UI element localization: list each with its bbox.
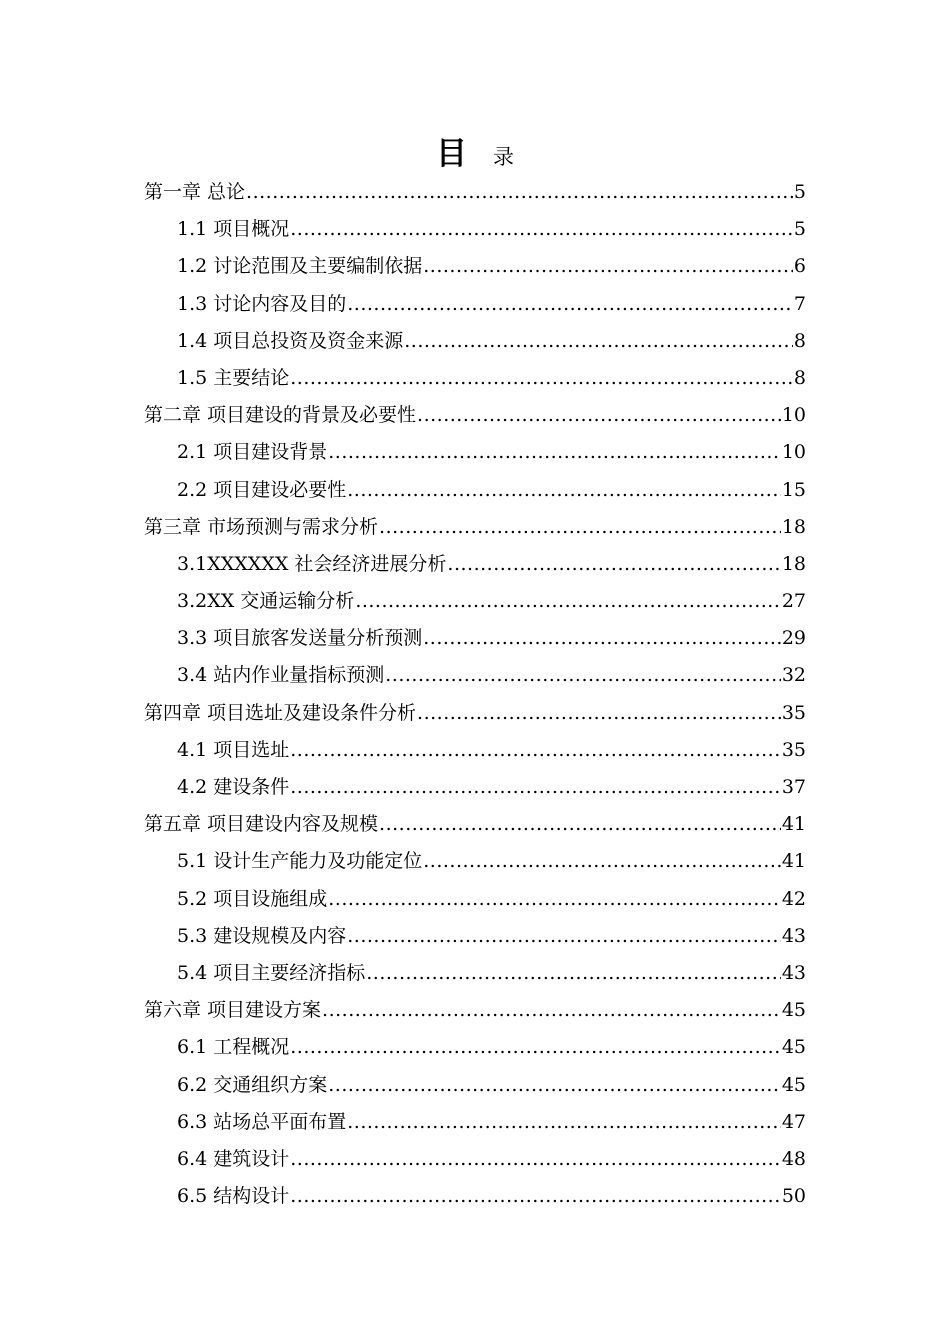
toc-entry-label: 3.3 项目旅客发送量分析预测 [177,627,423,650]
toc-section-entry[interactable] [144,583,806,620]
toc-entry-page-number: 6 [793,255,806,278]
toc-chapter-entry[interactable] [144,174,806,211]
toc-entry-label: 3.2XX 交通运输分析 [177,590,355,613]
toc-entry-label: 6.4 建筑设计 [177,1147,290,1170]
table-of-contents [144,174,806,1215]
toc-title-part2: 录 [493,145,514,169]
toc-section-entry[interactable] [144,286,806,323]
toc-title-part1: 目 [436,136,467,172]
toc-dot-leader [347,1104,781,1141]
toc-section-entry[interactable] [144,769,806,806]
toc-entry-label: 4.1 项目选址 [177,738,290,761]
toc-entry-label: 1.2 讨论范围及主要编制依据 [177,255,423,278]
toc-dot-leader [328,434,781,471]
toc-dot-leader [366,955,781,992]
toc-entry-page-number: 43 [781,961,806,984]
toc-entry-label: 5.4 项目主要经济指标 [177,961,366,984]
toc-dot-leader [423,248,793,285]
toc-entry-label: 6.2 交通组织方案 [177,1073,328,1096]
toc-section-entry[interactable] [144,732,806,769]
toc-entry-page-number: 8 [793,366,806,389]
toc-dot-leader [290,1141,781,1178]
toc-dot-leader [290,732,781,769]
toc-section-entry[interactable] [144,248,806,285]
toc-entry-label: 第二章 项目建设的背景及必要性 [144,404,417,427]
toc-section-entry[interactable] [144,211,806,248]
toc-dot-leader [417,695,781,732]
toc-section-entry[interactable] [144,1104,806,1141]
toc-dot-leader [423,843,781,880]
toc-entry-label: 第一章 总论 [144,181,246,203]
toc-entry-label: 第六章 项目建设方案 [144,999,322,1022]
toc-section-entry[interactable] [144,360,806,397]
toc-dot-leader [355,583,781,620]
toc-entry-page-number: 32 [781,664,806,687]
toc-entry-page-number: 7 [793,292,806,315]
toc-dot-leader [290,360,793,397]
toc-entry-page-number: 50 [781,1185,806,1208]
toc-chapter-entry[interactable] [144,509,806,546]
toc-dot-leader [290,211,793,248]
toc-chapter-entry[interactable] [144,992,806,1029]
toc-dot-leader [347,472,781,509]
toc-section-entry[interactable] [144,657,806,694]
toc-title [0,134,950,177]
toc-dot-leader [385,657,781,694]
toc-entry-page-number: 45 [781,1073,806,1096]
toc-entry-page-number: 35 [781,738,806,761]
toc-entry-label: 2.1 项目建设背景 [177,441,328,464]
toc-entry-label: 5.3 建设规模及内容 [177,924,347,947]
toc-entry-page-number: 45 [781,999,806,1022]
toc-section-entry[interactable] [144,1141,806,1178]
toc-dot-leader [379,509,781,546]
toc-dot-leader [379,806,781,843]
toc-entry-label: 4.2 建设条件 [177,776,290,798]
toc-entry-page-number: 47 [781,1110,806,1133]
toc-entry-page-number: 18 [781,552,806,575]
toc-entry-page-number: 18 [781,515,806,538]
toc-entry-page-number: 42 [781,887,806,910]
toc-section-entry[interactable] [144,918,806,955]
toc-dot-leader [423,620,781,657]
toc-dot-leader [347,918,781,955]
toc-dot-leader [404,323,793,360]
toc-entry-label: 2.2 项目建设必要性 [177,478,347,501]
toc-entry-label: 3.4 站内作业量指标预测 [177,664,385,687]
toc-section-entry[interactable] [144,434,806,471]
toc-entry-label: 5.1 设计生产能力及功能定位 [177,850,423,873]
toc-entry-label: 第三章 市场预测与需求分析 [144,515,379,538]
toc-chapter-entry[interactable] [144,695,806,732]
toc-dot-leader [290,1178,781,1215]
toc-entry-page-number: 15 [781,478,806,501]
toc-section-entry[interactable] [144,1067,806,1104]
toc-entry-label: 1.3 讨论内容及目的 [177,292,347,315]
toc-entry-page-number: 43 [781,924,806,947]
toc-section-entry[interactable] [144,323,806,360]
toc-section-entry[interactable] [144,1178,806,1215]
toc-entry-page-number: 37 [781,776,806,798]
toc-entry-label: 第四章 项目选址及建设条件分析 [144,701,417,724]
toc-section-entry[interactable] [144,843,806,880]
toc-entry-page-number: 8 [793,329,806,352]
toc-section-entry[interactable] [144,620,806,657]
toc-entry-label: 6.3 站场总平面布置 [177,1110,347,1133]
toc-section-entry[interactable] [144,955,806,992]
toc-section-entry[interactable] [144,1029,806,1066]
toc-dot-leader [328,881,781,918]
toc-entry-label: 5.2 项目设施组成 [177,887,328,910]
toc-entry-label: 第五章 项目建设内容及规模 [144,813,379,836]
toc-dot-leader [290,1029,781,1066]
toc-entry-label: 6.1 工程概况 [177,1036,290,1059]
toc-section-entry[interactable] [144,472,806,509]
toc-section-entry[interactable] [144,546,806,583]
toc-entry-label: 1.4 项目总投资及资金来源 [177,329,404,352]
toc-entry-page-number: 45 [781,1036,806,1059]
toc-chapter-entry[interactable] [144,806,806,843]
toc-entry-page-number: 29 [781,627,806,650]
toc-entry-page-number: 5 [793,218,806,241]
toc-entry-page-number: 27 [781,590,806,613]
toc-dot-leader [328,1067,781,1104]
toc-chapter-entry[interactable] [144,397,806,434]
toc-entry-page-number: 10 [781,441,806,464]
toc-entry-page-number: 35 [781,701,806,724]
toc-dot-leader [417,397,781,434]
toc-entry-page-number: 41 [781,813,806,836]
toc-section-entry[interactable] [144,881,806,918]
toc-entry-page-number: 41 [781,850,806,873]
toc-entry-label: 1.5 主要结论 [177,366,290,389]
toc-entry-page-number: 10 [781,404,806,427]
toc-dot-leader [290,769,781,806]
toc-dot-leader [246,174,793,211]
toc-entry-label: 1.1 项目概况 [177,218,290,241]
toc-entry-page-number: 5 [793,181,806,203]
toc-dot-leader [447,546,780,583]
toc-entry-page-number: 48 [781,1147,806,1170]
toc-dot-leader [347,286,793,323]
toc-dot-leader [322,992,781,1029]
toc-entry-label: 6.5 结构设计 [177,1185,290,1208]
toc-entry-label: 3.1XXXXXX 社会经济进展分析 [177,552,447,575]
